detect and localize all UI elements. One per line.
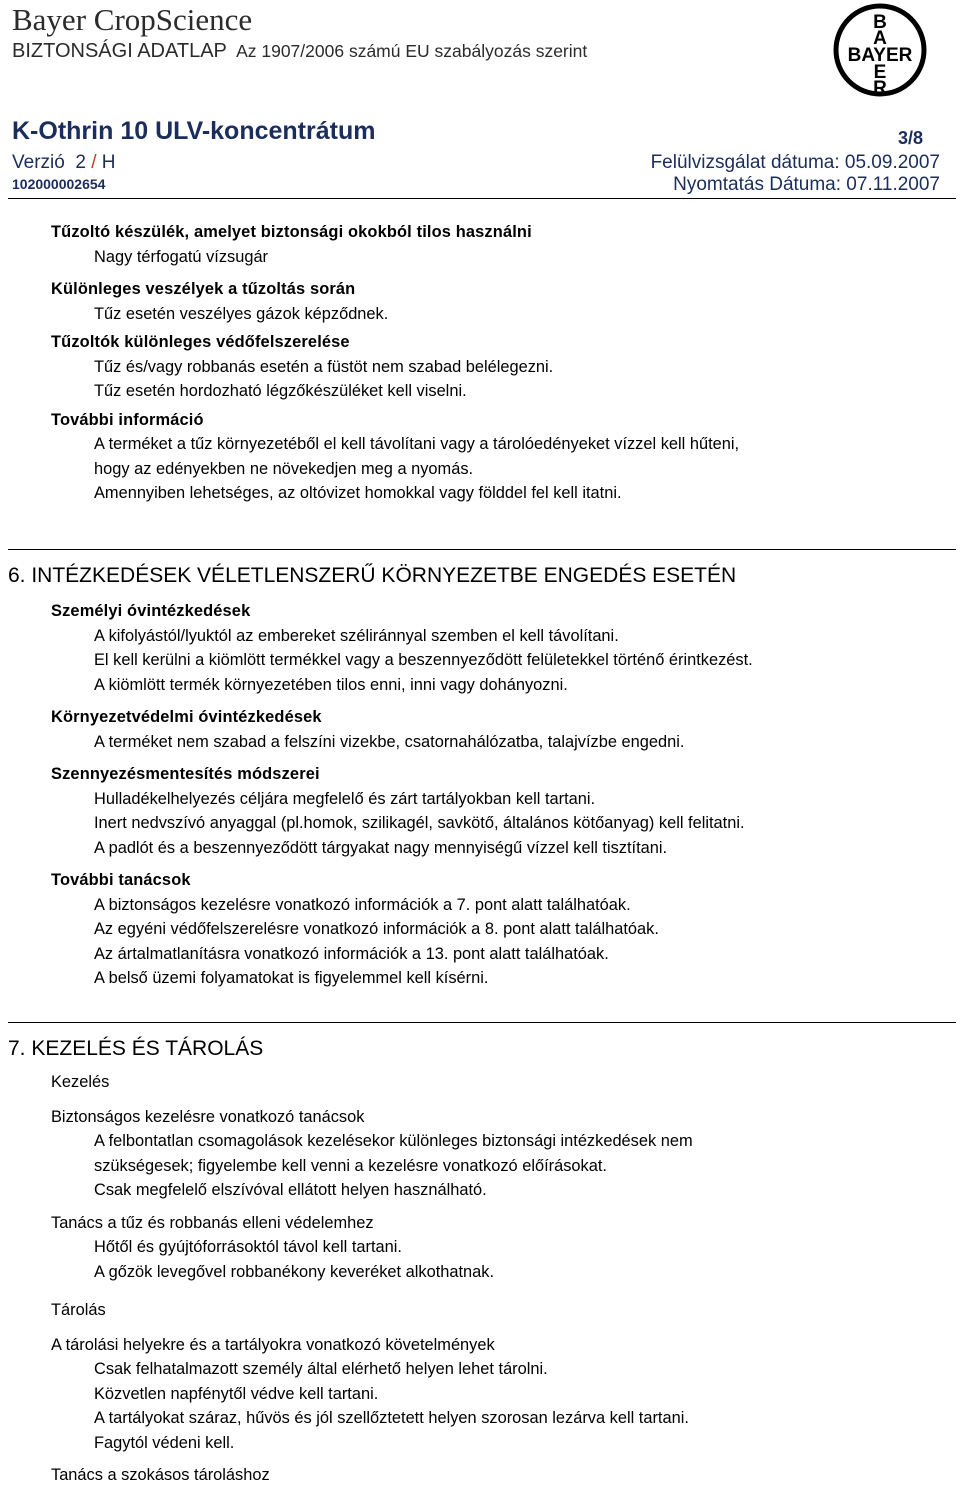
s5-text: Nagy térfogatú vízsugár — [94, 247, 269, 266]
document-code: 102000002654 — [12, 176, 106, 192]
s5-text: Tűz esetén hordozható légzőkészüléket kell viselni. — [94, 382, 467, 400]
s6-heading-further-advice: További tanácsok — [51, 871, 191, 889]
s6-text: A biztonságos kezelésre vonatkozó információk a 7. pont alatt találhatóak. — [94, 895, 631, 914]
s5-heading-special-hazards: Különleges veszélyek a tűzoltás során — [51, 280, 356, 298]
s7-subheading-common-storage: Tanács a szokásos tároláshoz — [51, 1466, 270, 1484]
s7-heading-storage: Tárolás — [51, 1301, 106, 1319]
s6-text: A belső üzemi folyamatokat is figyelemmel kell kísérni. — [94, 969, 489, 987]
document-body — [0, 220, 960, 506]
s5-text: Tűz esetén veszélyes gázok képződnek. — [94, 304, 389, 323]
s5-heading-firefighter-equipment: Tűzoltók különleges védőfelszerelése — [51, 333, 350, 351]
s6-text: Hulladékelhelyezés céljára megfelelő és zárt tartályokban kell tartani. — [94, 789, 596, 808]
section-7-divider — [8, 1022, 956, 1023]
s6-text: A kifolyástól/lyuktól az embereket széliránnyal szemben el kell távolítani. — [94, 626, 619, 645]
logo-letter-b: B — [873, 12, 887, 33]
company-name: Bayer CropScience — [12, 2, 253, 37]
regulation-note: Az 1907/2006 számú EU szabályozás szerint — [236, 41, 588, 61]
revision-date: Felülvizsgálat dátuma: 05.09.2007 — [650, 152, 940, 173]
bayer-logo — [832, 2, 928, 98]
s6-heading-environmental-precautions: Környezetvédelmi óvintézkedések — [51, 708, 322, 726]
s7-subheading-storage-requirements: A tárolási helyekre és a tartályokra vonatkozó követelmények — [51, 1335, 495, 1354]
s7-subheading-safe-handling: Biztonságos kezelésre vonatkozó tanácsok — [51, 1107, 365, 1126]
s7-heading-handling: Kezelés — [51, 1073, 110, 1091]
s7-text: A tartályokat száraz, hűvös és jól szellőztetett helyen szorosan lezárva kell tartani. — [94, 1409, 689, 1427]
s6-heading-personal-precautions: Személyi óvintézkedések — [51, 602, 251, 620]
version-info — [12, 152, 116, 174]
section-6 — [0, 563, 960, 991]
s5-text: A terméket a tűz környezetéből el kell távolítani vagy a tárolóedényeket vízzel kell hűteni, — [94, 435, 740, 453]
s6-text: Az egyéni védőfelszerelésre vonatkozó információk a 8. pont alatt találhatóak. — [94, 920, 659, 938]
sds-title: BIZTONSÁGI ADATLAP — [12, 40, 227, 62]
s6-heading-cleanup-methods: Szennyezésmentesítés módszerei — [51, 765, 320, 783]
s5-text: Amennyiben lehetséges, az oltóvizet homokkal vagy földdel fel kell itatni. — [94, 484, 622, 502]
s6-text: A terméket nem szabad a felszíni vizekbe, csatornahálózatba, talajvízbe engedni. — [94, 732, 685, 751]
section-7 — [0, 1036, 960, 1488]
s7-text: Hőtől és gyújtóforrásoktól távol kell tartani. — [94, 1238, 402, 1256]
s7-text: Csak felhatalmazott személy által elérhető helyen lehet tárolni. — [94, 1360, 548, 1378]
s7-text: Csak megfelelő elszívóval ellátott helyen használható. — [94, 1181, 487, 1199]
logo-word: BAYER — [847, 45, 913, 66]
header-divider — [8, 198, 956, 199]
s6-text: Inert nedvszívó anyaggal (pl.homok, szilikagél, savkötő, általános kötőanyag) kell felitatni. — [94, 814, 745, 832]
page-number: 3/8 — [898, 128, 924, 148]
s7-text: A gőzök levegővel robbanékony keveréket alkothatnak. — [94, 1262, 495, 1281]
s6-text: A padlót és a beszennyeződött tárgyakat nagy mennyiségű vízzel kell tisztítani. — [94, 838, 668, 857]
s5-text: Tűz és/vagy robbanás esetén a füstöt nem szabad belélegezni. — [94, 357, 554, 376]
section-7-title: 7. KEZELÉS ÉS TÁROLÁS — [8, 1037, 264, 1060]
logo-letter-a: A — [873, 28, 887, 49]
s7-subheading-fire-protection: Tanács a tűz és robbanás elleni védelemhez — [51, 1213, 374, 1232]
version-number: 2 — [75, 152, 86, 173]
version-slash: / — [91, 152, 97, 173]
s7-text: Közvetlen napfénytől védve kell tartani. — [94, 1384, 379, 1403]
s5-heading-further-info: További információ — [51, 410, 204, 429]
section-6-title: 6. INTÉZKEDÉSEK VÉLETLENSZERŰ KÖRNYEZETBE ENGEDÉS ESETÉN — [8, 564, 737, 587]
document-type — [12, 40, 587, 63]
s5-text: hogy az edényekben ne növekedjen meg a nyomás. — [94, 459, 474, 478]
s6-text: A kiömlött termék környezetében tilos enni, inni vagy dohányozni. — [94, 675, 568, 694]
s6-text: Az ártalmatlanításra vonatkozó információk a 13. pont alatt találhatóak. — [94, 944, 609, 963]
print-date: Nyomtatás Dátuma: 07.11.2007 — [673, 174, 940, 195]
version-lang: H — [101, 152, 116, 173]
section-6-divider — [8, 549, 956, 550]
s5-heading-forbidden-extinguisher: Tűzoltó készülék, amelyet biztonsági okokból tilos használni — [51, 223, 532, 241]
s6-text: El kell kerülni a kiömlött termékkel vagy a beszennyeződött felületekkel történő érintkezést. — [94, 651, 753, 669]
logo-letter-e: E — [873, 62, 887, 83]
logo-letter-r: R — [873, 78, 887, 98]
s7-text: Fagytól védeni kell. — [94, 1433, 235, 1452]
s7-text: A felbontatlan csomagolások kezelésekor különleges biztonsági intézkedések nem — [94, 1132, 693, 1150]
s7-text: szükségesek; figyelembe kell venni a kezelésre vonatkozó előírásokat. — [94, 1156, 607, 1175]
product-name: K-Othrin 10 ULV-koncentrátum — [12, 117, 376, 145]
version-label: Verzió — [12, 152, 65, 173]
